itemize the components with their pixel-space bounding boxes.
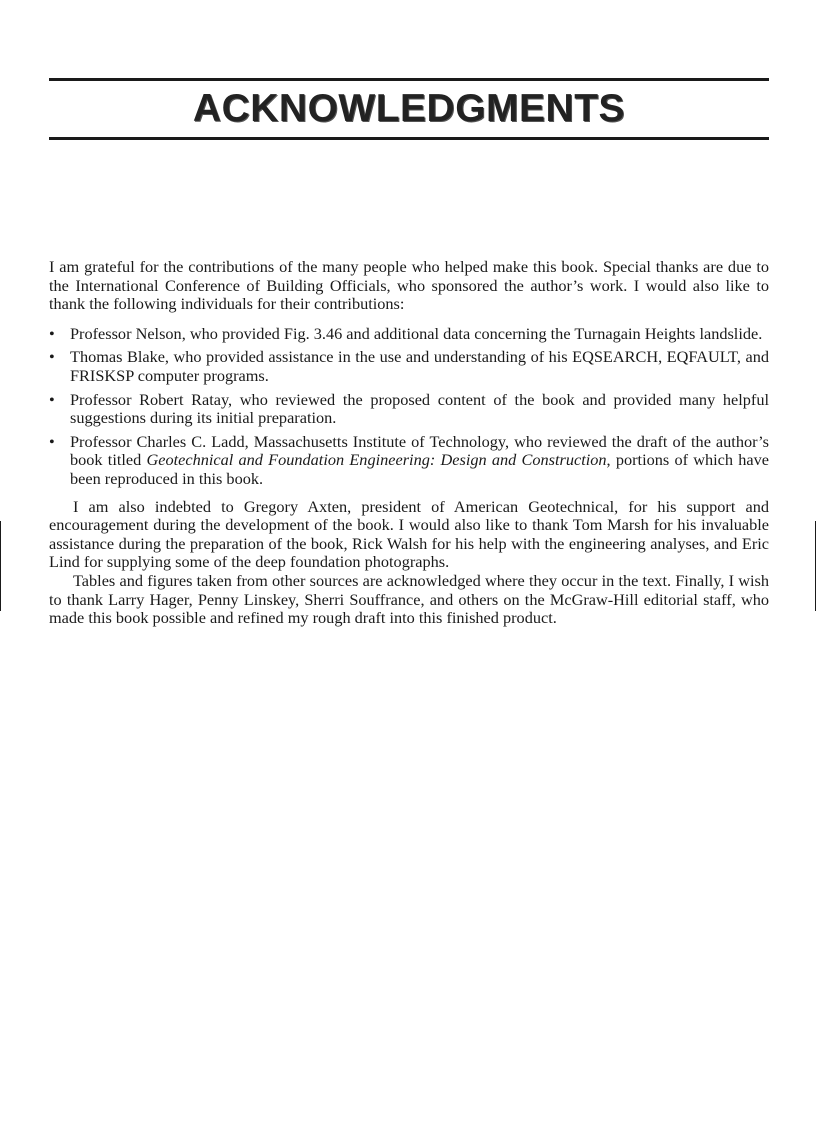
list-item-text: Thomas Blake, who provided assistance in the use and understanding of his EQSEARCH, EQFAULT, and FRISKSP computer programs. (70, 347, 769, 385)
bullet-icon: • (49, 431, 55, 451)
list-item-text: Professor Robert Ratay, who reviewed the proposed content of the book and provided many helpful suggestions during its initial preparation. (70, 389, 769, 428)
contributors-list (49, 325, 769, 489)
bottom-rule (49, 137, 769, 140)
list-item-text-before: Professor Charles C. Ladd, Massachusetts Institute of Technology, who reviewed the draft of the author’s book titled (70, 431, 769, 470)
acknowledgments-body (49, 258, 769, 628)
list-item-text (70, 432, 769, 488)
page-header (49, 78, 769, 140)
left-margin-mark (0, 521, 1, 611)
list-item (49, 391, 769, 428)
list-item-text: Professor Nelson, who provided Fig. 3.46 and additional data concerning the Turnagain Heights landslide. (70, 323, 763, 343)
book-title: Geotechnical and Foundation Engineering: Design and Construction (146, 450, 607, 470)
list-item (49, 433, 769, 489)
body-paragraph: Tables and figures taken from other sources are acknowledged where they occur in the text. Finally, I wish to thank Larry Hager, Penny Linskey, Sherri Souffrance, and others on the McGraw-Hill editorial staff, who made this book possible and refined my rough draft into this finished product. (49, 570, 769, 628)
bullet-icon: • (49, 323, 55, 343)
list-item (49, 325, 769, 344)
bullet-icon: • (49, 389, 55, 409)
list-item-text-after: , portions of which have been reproduced in this book. (70, 450, 769, 488)
body-paragraph: I am also indebted to Gregory Axten, president of American Geotechnical, for his support and encouragement during the development of the book. I would also like to thank Tom Marsh for his invaluable assistance during the preparation of the book, Rick Walsh for his help with the engineering analyses, and Eric Lind for supplying some of the deep foundation photographs. (49, 496, 769, 572)
page-title: ACKNOWLEDGMENTS (192, 87, 626, 130)
list-item (49, 348, 769, 385)
intro-paragraph: I am grateful for the contributions of the many people who helped make this book. Special thanks are due to the International Conference of Building Officials, who sponsored the author’s work. I would also like to thank the following individuals for their contributions: (49, 257, 769, 314)
bullet-icon: • (49, 347, 55, 367)
